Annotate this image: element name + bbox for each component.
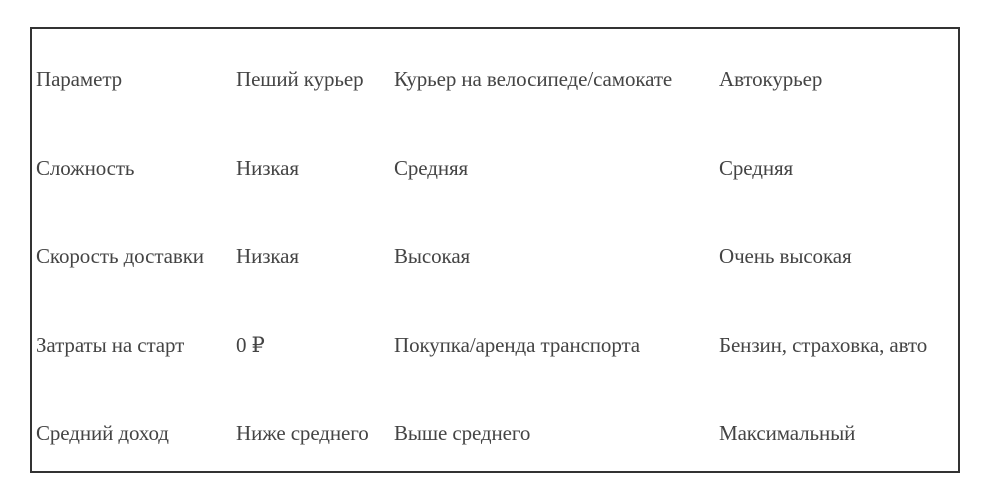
table-header-row <box>36 35 960 124</box>
table-row <box>36 301 960 390</box>
table-row <box>36 124 960 213</box>
table-cell: Покупка/аренда транспорта <box>394 332 641 357</box>
table-row <box>36 389 960 478</box>
table-cell: Очень высокая <box>719 244 852 269</box>
table-cell: Бензин, страховка, авто <box>719 332 928 357</box>
table-cell: Низкая <box>236 155 299 180</box>
table-cell: 0 ₽ <box>236 332 265 357</box>
table-cell: Выше среднего <box>394 421 531 446</box>
table-cell: Низкая <box>236 244 299 269</box>
table-cell: Максимальный <box>719 421 856 446</box>
table-cell: Сложность <box>36 155 135 180</box>
table-cell: Ниже среднего <box>236 421 369 446</box>
table-cell: Высокая <box>394 244 471 269</box>
table-cell: Затраты на старт <box>36 332 185 357</box>
table-cell: Средний доход <box>36 421 169 446</box>
table-cell: Скорость доставки <box>36 244 204 269</box>
comparison-table-frame <box>30 27 960 473</box>
table-cell: Средняя <box>719 155 794 180</box>
table-cell: Средняя <box>394 155 469 180</box>
header-cell-bike-courier: Курьер на велосипеде/самокате <box>394 67 673 92</box>
header-cell-parameter: Параметр <box>36 67 123 92</box>
header-cell-car-courier: Автокурьер <box>719 67 823 92</box>
table-row <box>36 212 960 301</box>
courier-comparison-table <box>36 35 960 478</box>
header-cell-walking-courier: Пеший курьер <box>236 67 364 92</box>
